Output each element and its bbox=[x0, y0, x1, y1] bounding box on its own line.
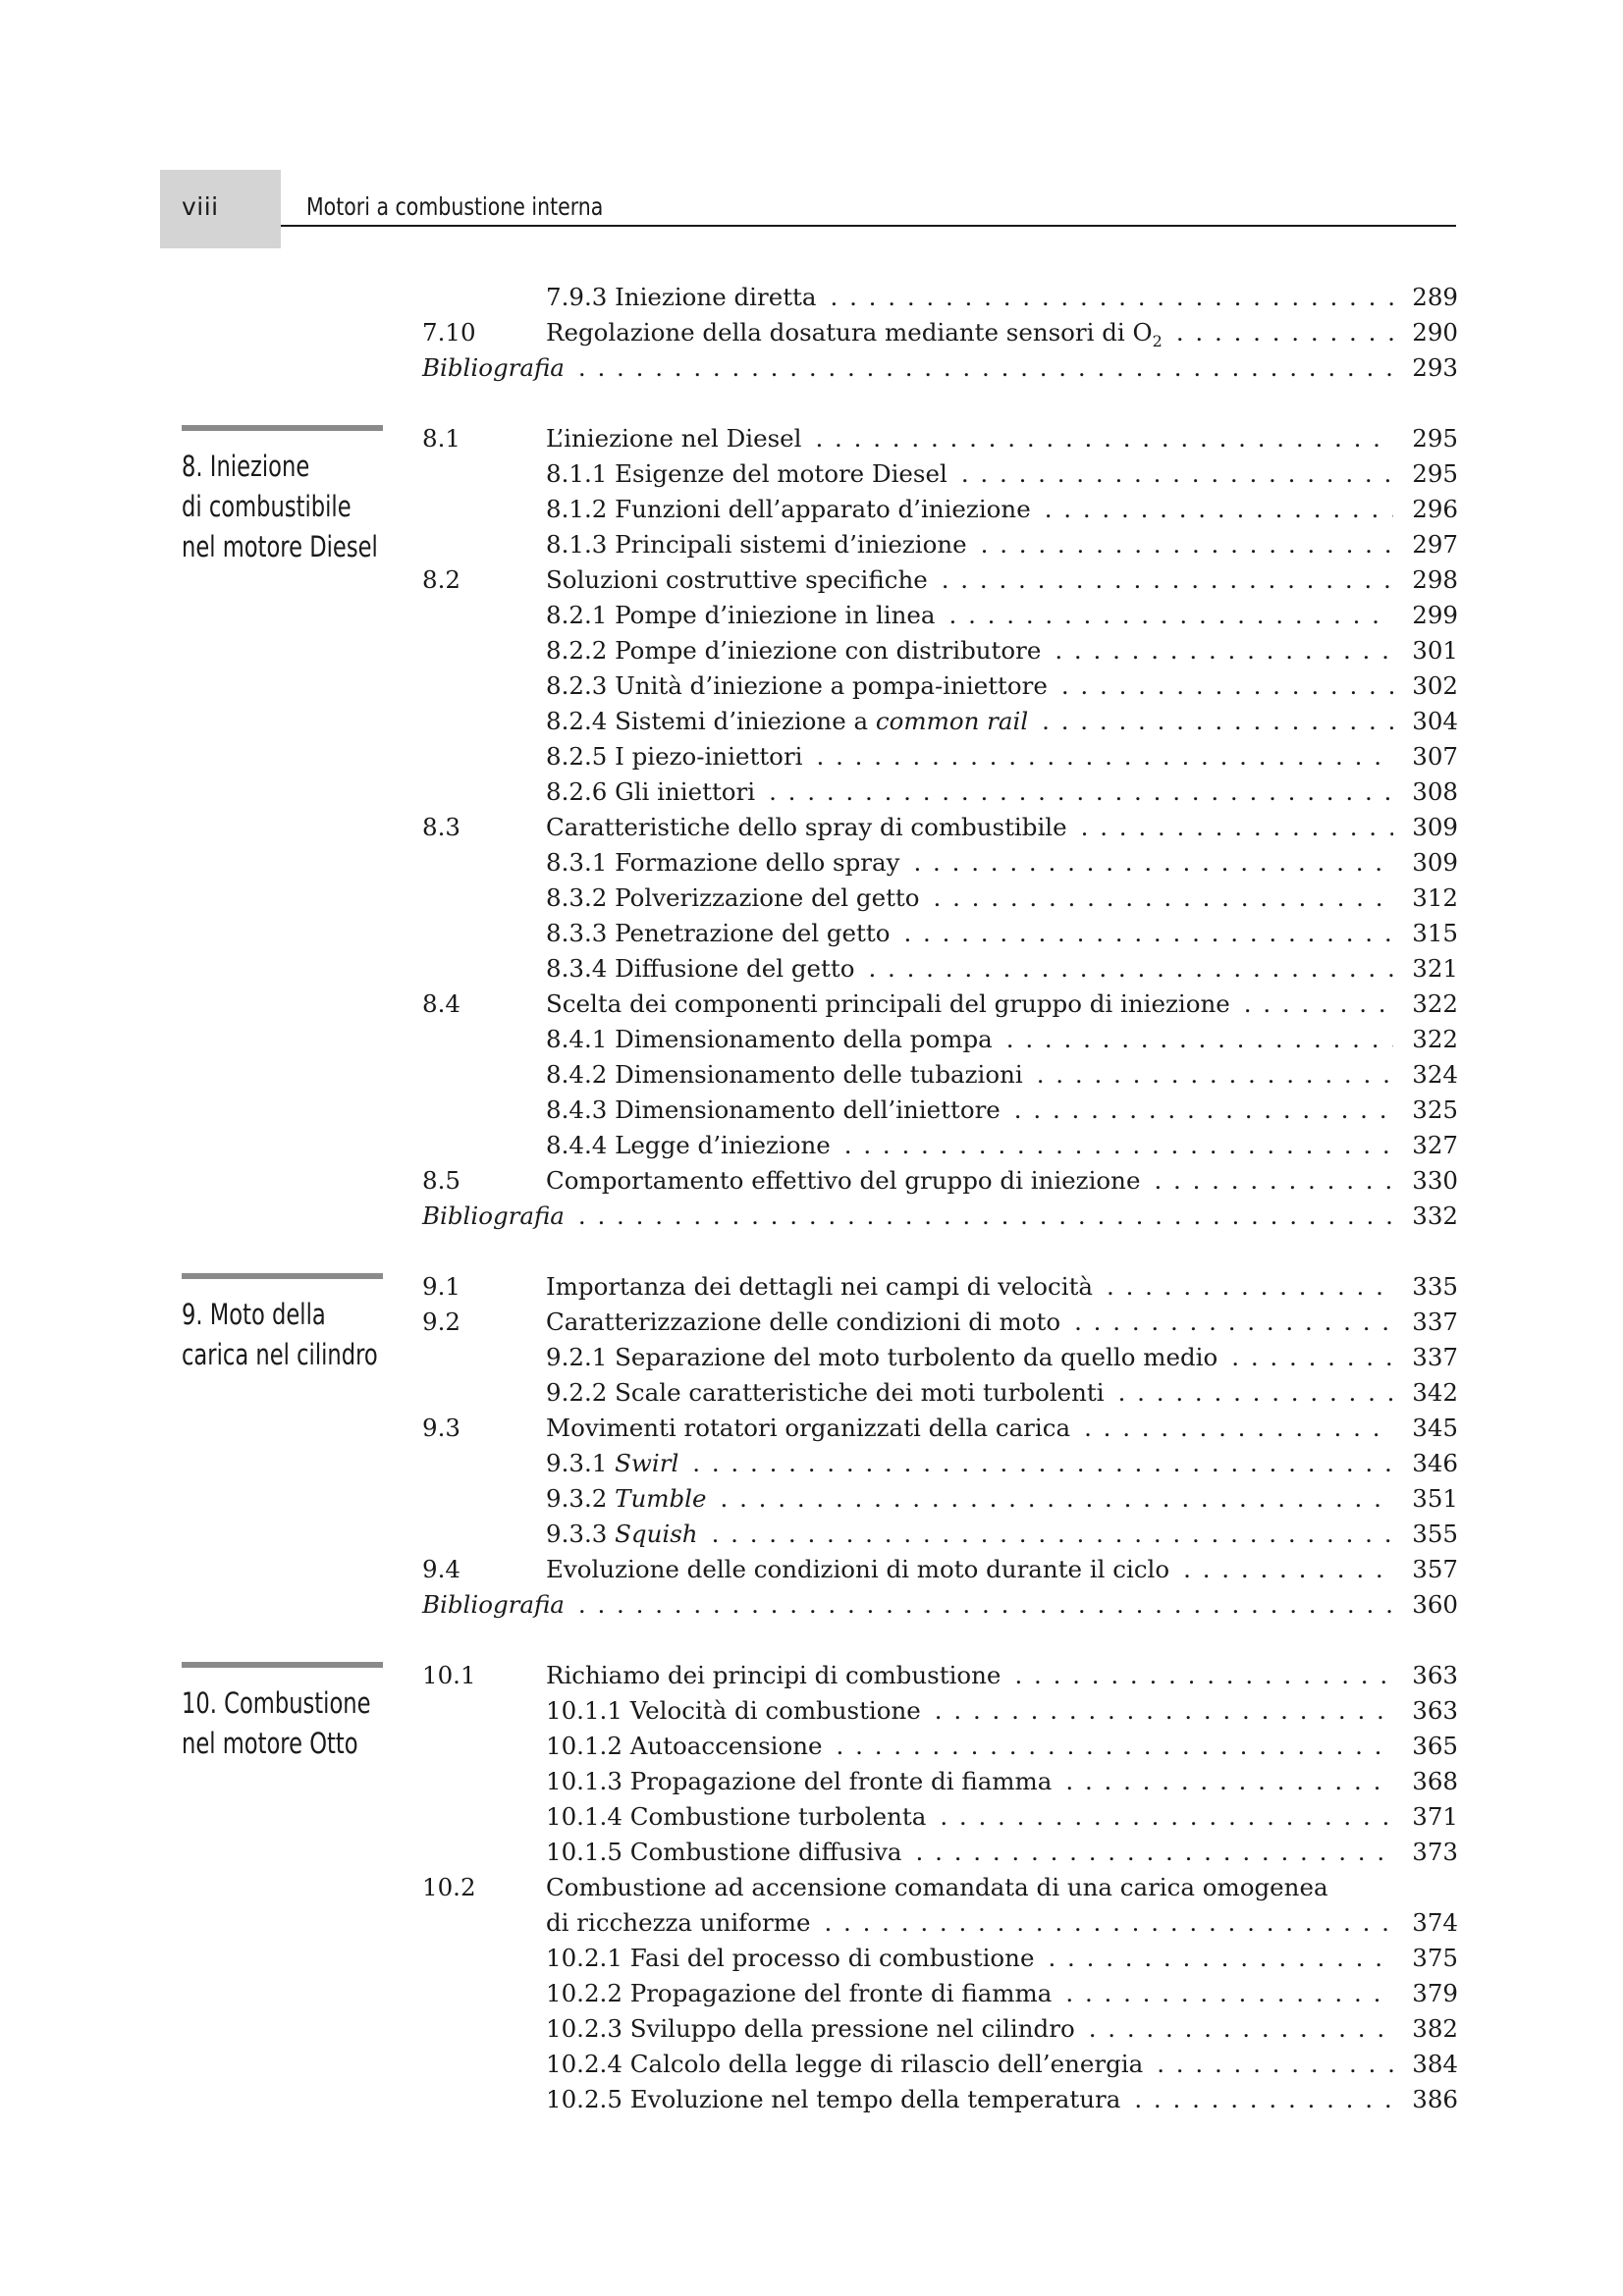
leader-dots bbox=[961, 456, 1393, 492]
toc-entry-title: 8.2.4 Sistemi d’iniezione a common rail bbox=[546, 707, 1029, 735]
toc-entry bbox=[422, 350, 1458, 386]
toc-entry bbox=[422, 987, 1458, 1022]
toc-entry-number: 8.2 bbox=[422, 565, 460, 594]
toc-entry-page: 346 bbox=[1412, 1449, 1458, 1477]
toc-entry-title: Caratterizzazione delle condizioni di moto bbox=[546, 1308, 1061, 1336]
toc-entry-title: 9.3.3 Squish bbox=[546, 1520, 698, 1548]
chapter-label bbox=[182, 425, 383, 567]
toc-entry-title: 9.3.2 Tumble bbox=[546, 1484, 707, 1513]
toc-entry-page: 293 bbox=[1412, 353, 1458, 382]
toc-chapter-group bbox=[422, 1269, 1458, 1623]
leader-dots bbox=[949, 598, 1393, 633]
leader-dots bbox=[831, 280, 1393, 315]
toc-entry-page: 301 bbox=[1412, 636, 1458, 665]
toc-entry-page: 379 bbox=[1412, 1979, 1458, 2007]
toc-entry-page: 325 bbox=[1412, 1095, 1458, 1124]
toc-entry-page: 365 bbox=[1412, 1732, 1458, 1760]
toc-entry bbox=[422, 1340, 1458, 1375]
leader-dots bbox=[837, 1729, 1393, 1764]
toc-entry-title: 8.4.3 Dimensionamento dell’iniettore bbox=[546, 1095, 1001, 1124]
leader-dots bbox=[916, 1835, 1393, 1870]
toc-entry-title: 8.3.3 Penetrazione del getto bbox=[546, 919, 891, 947]
toc-entry-title: 10.1.4 Combustione turbolenta bbox=[546, 1802, 927, 1831]
toc-entry bbox=[422, 1128, 1458, 1163]
leader-dots bbox=[721, 1481, 1393, 1517]
toc-entry-page: 309 bbox=[1412, 848, 1458, 877]
toc-entry bbox=[422, 1093, 1458, 1128]
toc-entry bbox=[422, 1199, 1458, 1234]
toc-entry-page: 342 bbox=[1412, 1378, 1458, 1407]
toc-entry-page: 363 bbox=[1412, 1661, 1458, 1689]
toc-entry-page: 297 bbox=[1412, 530, 1458, 559]
chapter-label-line: 9. Moto della bbox=[182, 1298, 326, 1331]
leader-dots bbox=[1089, 2011, 1393, 2047]
header-rule bbox=[281, 225, 1456, 227]
toc-entry-page: 357 bbox=[1412, 1555, 1458, 1583]
toc-entry bbox=[422, 739, 1458, 774]
toc-entry bbox=[422, 1799, 1458, 1835]
toc-entry-page: 307 bbox=[1412, 742, 1458, 771]
toc-entry-page: 337 bbox=[1412, 1343, 1458, 1371]
leader-dots bbox=[1055, 633, 1393, 668]
toc-entry-title: Comportamento effettivo del gruppo di iniezione bbox=[546, 1166, 1141, 1195]
leader-dots bbox=[934, 881, 1393, 916]
leader-dots bbox=[1081, 810, 1393, 845]
toc-entry-title: 8.4.4 Legge d’iniezione bbox=[546, 1131, 831, 1159]
toc-entry-title: 8.2.6 Gli iniettori bbox=[546, 777, 756, 806]
toc-entry-title: Scelta dei componenti principali del gruppo di iniezione bbox=[546, 989, 1230, 1018]
toc-entry bbox=[422, 315, 1458, 350]
toc-entry bbox=[422, 1729, 1458, 1764]
toc-entry bbox=[422, 1587, 1458, 1623]
toc-entry bbox=[422, 1835, 1458, 1870]
toc-entry-page: 355 bbox=[1412, 1520, 1458, 1548]
leader-dots bbox=[1074, 1305, 1393, 1340]
toc-entry bbox=[422, 1022, 1458, 1057]
leader-dots bbox=[844, 1128, 1393, 1163]
toc-entry bbox=[422, 633, 1458, 668]
toc-entry-number: 10.2 bbox=[422, 1873, 476, 1901]
chapter-label-line: di combustibile bbox=[182, 490, 352, 523]
chapter-label bbox=[182, 1662, 383, 1764]
toc-entry-number: 10.1 bbox=[422, 1661, 476, 1689]
leader-dots bbox=[712, 1517, 1393, 1552]
toc-entry bbox=[422, 916, 1458, 951]
toc-entry-title: 10.1.3 Propagazione del fronte di fiamma bbox=[546, 1767, 1053, 1795]
toc-entry-page: 309 bbox=[1412, 813, 1458, 841]
toc-entry-number: 8.3 bbox=[422, 813, 460, 841]
leader-dots bbox=[1118, 1375, 1393, 1411]
toc-entry bbox=[422, 1305, 1458, 1340]
chapter-label-line: 8. Iniezione bbox=[182, 450, 310, 483]
toc-entry bbox=[422, 1517, 1458, 1552]
toc-entry-title: Bibliografia bbox=[422, 1201, 565, 1230]
chapter-label-line: nel motore Otto bbox=[182, 1727, 358, 1760]
toc-entry bbox=[422, 1057, 1458, 1093]
leader-dots bbox=[1045, 492, 1393, 527]
toc-entry bbox=[422, 2047, 1458, 2082]
leader-dots bbox=[1014, 1093, 1393, 1128]
toc-entry-title: Importanza dei dettagli nei campi di velocità bbox=[546, 1272, 1094, 1301]
toc-entry bbox=[422, 456, 1458, 492]
leader-dots bbox=[1042, 704, 1393, 739]
toc-entry-page: 327 bbox=[1412, 1131, 1458, 1159]
leader-dots bbox=[903, 916, 1393, 951]
toc-entry-page: 371 bbox=[1412, 1802, 1458, 1831]
leader-dots bbox=[1134, 2082, 1393, 2117]
toc-entry bbox=[422, 881, 1458, 916]
toc-entry-title: 9.3.1 Swirl bbox=[546, 1449, 679, 1477]
toc-entry bbox=[422, 421, 1458, 456]
leader-dots bbox=[815, 421, 1393, 456]
toc-entry bbox=[422, 1976, 1458, 2011]
toc-entry-title: Bibliografia bbox=[422, 1590, 565, 1619]
toc-entry-page: 289 bbox=[1412, 283, 1458, 311]
toc-entry-title: 10.1.1 Velocità di combustione bbox=[546, 1696, 921, 1725]
toc-entry bbox=[422, 1693, 1458, 1729]
leader-dots bbox=[1065, 1764, 1393, 1799]
leader-dots bbox=[942, 562, 1393, 598]
toc-entry-number: 8.4 bbox=[422, 989, 460, 1018]
toc-entry-title-italic: Squish bbox=[615, 1520, 698, 1548]
toc-entry-title-line2: di ricchezza uniforme bbox=[546, 1908, 811, 1937]
toc-entry bbox=[422, 845, 1458, 881]
toc-entry-page: 324 bbox=[1412, 1060, 1458, 1089]
toc-entry-page: 363 bbox=[1412, 1696, 1458, 1725]
toc-entry-number: 8.1 bbox=[422, 424, 460, 453]
toc-entry-title: 8.2.1 Pompe d’iniezione in linea bbox=[546, 601, 936, 629]
toc-entry-title: 9.2.2 Scale caratteristiche dei moti turbolenti bbox=[546, 1378, 1105, 1407]
leader-dots bbox=[1061, 668, 1393, 704]
toc-entry-title: 8.2.2 Pompe d’iniezione con distributore bbox=[546, 636, 1042, 665]
toc-entry-page: 332 bbox=[1412, 1201, 1458, 1230]
leader-dots bbox=[981, 527, 1393, 562]
toc-entry-title: 10.2.5 Evoluzione nel tempo della temperatura bbox=[546, 2085, 1121, 2113]
toc-entry-title: 8.1.2 Funzioni dell’apparato d’iniezione bbox=[546, 495, 1031, 523]
toc-entry-title: 10.2.2 Propagazione del fronte di fiamma bbox=[546, 1979, 1053, 2007]
toc-entry-page: 312 bbox=[1412, 883, 1458, 912]
leader-dots bbox=[1006, 1022, 1393, 1057]
toc-entry-page: 322 bbox=[1412, 1025, 1458, 1053]
toc-entry-title: 8.1.1 Esigenze del motore Diesel bbox=[546, 459, 947, 488]
toc-entry-page: 351 bbox=[1412, 1484, 1458, 1513]
toc-entry bbox=[422, 562, 1458, 598]
leader-dots bbox=[1048, 1941, 1393, 1976]
leader-dots bbox=[578, 350, 1393, 386]
toc-entry-title: 10.2.3 Sviluppo della pressione nel cilindro bbox=[546, 2014, 1075, 2043]
toc-entry-page: 382 bbox=[1412, 2014, 1458, 2043]
toc-entry bbox=[422, 1163, 1458, 1199]
toc-entry-title: 8.3.1 Formazione dello spray bbox=[546, 848, 900, 877]
toc-entry-title: 8.2.3 Unità d’iniezione a pompa-iniettore bbox=[546, 671, 1048, 700]
leader-dots bbox=[1065, 1976, 1393, 2011]
leader-dots bbox=[1231, 1340, 1393, 1375]
toc-entry bbox=[422, 1870, 1458, 1941]
toc-entry-title: 9.2.1 Separazione del moto turbolento da quello medio bbox=[546, 1343, 1218, 1371]
toc-entry-page: 368 bbox=[1412, 1767, 1458, 1795]
toc-entry-title: Caratteristiche dello spray di combustibile bbox=[546, 813, 1067, 841]
toc-entry-title: L’iniezione nel Diesel bbox=[546, 424, 802, 453]
toc-entry-title: Combustione ad accensione comandata di una carica omogenea bbox=[546, 1873, 1328, 1901]
toc-entry-title: Regolazione della dosatura mediante sensori di $O_2$ bbox=[546, 318, 1163, 350]
toc-entry bbox=[422, 1764, 1458, 1799]
chapter-label-line: nel motore Diesel bbox=[182, 530, 378, 563]
leader-dots bbox=[824, 1905, 1393, 1941]
toc-entry bbox=[422, 527, 1458, 562]
toc-entry-page: 315 bbox=[1412, 919, 1458, 947]
toc-entry bbox=[422, 492, 1458, 527]
toc-entry-page: 386 bbox=[1412, 2085, 1458, 2113]
toc-entry-title: 8.4.2 Dimensionamento delle tubazioni bbox=[546, 1060, 1023, 1089]
toc-entry-page: 375 bbox=[1412, 1944, 1458, 1972]
toc-entry-title: Bibliografia bbox=[422, 353, 565, 382]
toc-entry-page: 296 bbox=[1412, 495, 1458, 523]
toc-entry bbox=[422, 774, 1458, 810]
toc-entry-page: 384 bbox=[1412, 2050, 1458, 2078]
toc-entry-title-italic: Swirl bbox=[615, 1449, 679, 1477]
leader-dots bbox=[817, 739, 1394, 774]
toc-entry-page: 330 bbox=[1412, 1166, 1458, 1195]
toc-entry bbox=[422, 1941, 1458, 1976]
toc-entry bbox=[422, 810, 1458, 845]
leader-dots bbox=[1183, 1552, 1393, 1587]
leader-dots bbox=[1107, 1269, 1393, 1305]
leader-dots bbox=[692, 1446, 1393, 1481]
chapter-label-line: carica nel cilindro bbox=[182, 1338, 378, 1371]
toc-entry-title: 10.1.2 Autoaccensione bbox=[546, 1732, 823, 1760]
leader-dots bbox=[578, 1199, 1393, 1234]
leader-dots bbox=[1244, 987, 1393, 1022]
toc-entry-number: 9.1 bbox=[422, 1272, 460, 1301]
leader-dots bbox=[913, 845, 1393, 881]
toc-entry-page: 335 bbox=[1412, 1272, 1458, 1301]
toc-entry bbox=[422, 598, 1458, 633]
toc-entry-title: Evoluzione delle condizioni di moto durante il ciclo bbox=[546, 1555, 1170, 1583]
toc-entry-title: 10.1.5 Combustione diffusiva bbox=[546, 1838, 902, 1866]
toc-entry bbox=[422, 704, 1458, 739]
table-of-contents bbox=[422, 280, 1458, 2153]
toc-chapter-group bbox=[422, 1658, 1458, 2117]
toc-chapter-group bbox=[422, 280, 1458, 386]
toc-entry-title: Movimenti rotatori organizzati della carica bbox=[546, 1414, 1071, 1442]
page-number: viii bbox=[182, 192, 219, 221]
toc-entry-number: 9.4 bbox=[422, 1555, 460, 1583]
toc-entry-page: 299 bbox=[1412, 601, 1458, 629]
toc-entry-title: Soluzioni costruttive specifiche bbox=[546, 565, 928, 594]
chapter-label-line: 10. Combustione bbox=[182, 1686, 371, 1720]
toc-entry-number: 9.3 bbox=[422, 1414, 460, 1442]
leader-dots bbox=[935, 1693, 1393, 1729]
toc-entry bbox=[422, 1481, 1458, 1517]
toc-entry-title: 10.2.4 Calcolo della legge di rilascio dell’energia bbox=[546, 2050, 1144, 2078]
toc-entry-page: 308 bbox=[1412, 777, 1458, 806]
leader-dots bbox=[1014, 1658, 1393, 1693]
toc-entry bbox=[422, 1552, 1458, 1587]
toc-entry-page: 337 bbox=[1412, 1308, 1458, 1336]
running-title: Motori a combustione interna bbox=[306, 192, 604, 221]
chapter-label bbox=[182, 1273, 383, 1375]
toc-entry-title: 8.4.1 Dimensionamento della pompa bbox=[546, 1025, 993, 1053]
toc-entry-number: 7.10 bbox=[422, 318, 476, 347]
toc-entry-number: 9.2 bbox=[422, 1308, 460, 1336]
toc-entry-page: 373 bbox=[1412, 1838, 1458, 1866]
leader-dots bbox=[578, 1587, 1393, 1623]
toc-entry-page: 321 bbox=[1412, 954, 1458, 983]
leader-dots bbox=[1037, 1057, 1393, 1093]
toc-entry-page: 322 bbox=[1412, 989, 1458, 1018]
toc-entry-page: 360 bbox=[1412, 1590, 1458, 1619]
toc-entry-title-italic: Tumble bbox=[615, 1484, 707, 1513]
toc-entry bbox=[422, 280, 1458, 315]
toc-entry bbox=[422, 1411, 1458, 1446]
toc-entry-page: 345 bbox=[1412, 1414, 1458, 1442]
toc-entry-subscript: 2 bbox=[1152, 331, 1163, 350]
toc-entry bbox=[422, 951, 1458, 987]
toc-entry-page: 290 bbox=[1412, 318, 1458, 347]
toc-entry bbox=[422, 1375, 1458, 1411]
toc-entry bbox=[422, 1658, 1458, 1693]
toc-entry-title: 8.3.2 Polverizzazione del getto bbox=[546, 883, 920, 912]
leader-dots bbox=[769, 774, 1393, 810]
toc-entry bbox=[422, 2082, 1458, 2117]
toc-entry-title: 8.2.5 I piezo-iniettori bbox=[546, 742, 803, 771]
leader-dots bbox=[868, 951, 1393, 987]
toc-entry-number: 8.5 bbox=[422, 1166, 460, 1195]
toc-entry bbox=[422, 2011, 1458, 2047]
toc-entry-page: 295 bbox=[1412, 424, 1458, 453]
toc-entry bbox=[422, 668, 1458, 704]
toc-entry-title-italic: common rail bbox=[875, 707, 1029, 735]
leader-dots bbox=[1084, 1411, 1393, 1446]
toc-entry bbox=[422, 1269, 1458, 1305]
header-page-number-box bbox=[160, 170, 281, 248]
toc-entry-page: 295 bbox=[1412, 459, 1458, 488]
toc-entry bbox=[422, 1446, 1458, 1481]
leader-dots bbox=[1154, 1163, 1393, 1199]
toc-entry-title: 7.9.3 Iniezione diretta bbox=[546, 283, 817, 311]
toc-entry-title: Richiamo dei principi di combustione bbox=[546, 1661, 1001, 1689]
toc-entry-page: 302 bbox=[1412, 671, 1458, 700]
leader-dots bbox=[1157, 2047, 1393, 2082]
leader-dots bbox=[1176, 315, 1393, 350]
toc-entry-title: 8.1.3 Principali sistemi d’iniezione bbox=[546, 530, 967, 559]
leader-dots bbox=[940, 1799, 1393, 1835]
toc-entry-page: 374 bbox=[1412, 1908, 1458, 1937]
toc-entry-title: 8.3.4 Diffusione del getto bbox=[546, 954, 855, 983]
toc-entry-page: 304 bbox=[1412, 707, 1458, 735]
toc-entry-title: 10.2.1 Fasi del processo di combustione bbox=[546, 1944, 1035, 1972]
toc-chapter-group bbox=[422, 421, 1458, 1234]
toc-entry-page: 298 bbox=[1412, 565, 1458, 594]
